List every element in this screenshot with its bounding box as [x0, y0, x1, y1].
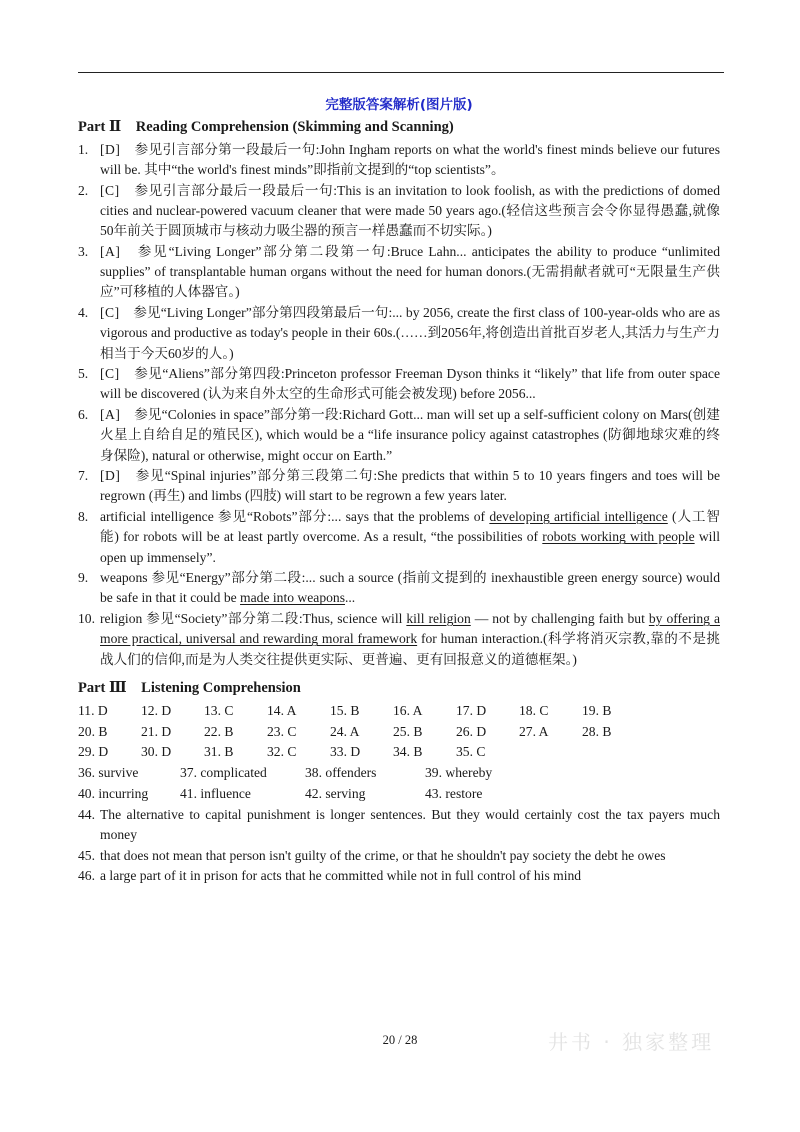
explanation-text: ... [345, 590, 356, 606]
explanation-text: 参见“Aliens”部分第四段:Princeton professor Freeman Dyson thinks it “likely” that life from outer space will be discovered (认为来自外太空的生命形式可能会被发现) before 2056... [100, 366, 720, 402]
underlined-phrase: robots working with people [542, 529, 695, 545]
listening-answer-grid [78, 701, 720, 763]
underlined-phrase: made into weapons [240, 590, 345, 606]
item-number: 10. [78, 611, 95, 627]
explanation-text: (人工智能) for robots will be at least partly overcome. As a result, “the possibilities of [100, 509, 720, 545]
reading-answer-item [78, 181, 720, 242]
answer-choice: [A] [100, 244, 121, 260]
dictation-sentence [78, 846, 720, 866]
listening-answer: 25. B [393, 723, 423, 739]
sentence-number: 46. [78, 867, 95, 883]
item-number: 1. [78, 142, 89, 157]
listening-answer: 26. D [456, 723, 487, 739]
sentence-text: a large part of it in prison for acts that he committed while not in full control of his mind [100, 867, 582, 883]
listening-answer: 35. C [456, 744, 486, 760]
reading-answer-item [78, 609, 720, 670]
watermark: 井书 · 独家整理 [548, 1030, 715, 1054]
explanation-text: 参见引言部分第一段最后一句:John Ingham reports on what the world's finest minds believe our futures will be. 其中“the world's finest minds”即指前文提到的“top scientists”。 [100, 142, 721, 178]
dictation-word: 37. complicated [180, 765, 267, 781]
reading-answer-item [78, 405, 720, 466]
explanation-text: for human interaction.(科学将消灭宗教,靠的不是挑战人们的信仰,而是为人类交往提供更实际、更普遍、更有回报意义的道德框架。) [100, 631, 720, 667]
underlined-phrase: kill religion [406, 611, 471, 627]
page-number: 20 / 28 [382, 1033, 418, 1047]
reading-answer-item [78, 568, 720, 608]
reading-answer-list [78, 140, 720, 670]
part2-title: Part Ⅱ Reading Comprehension (Skimming and Scanning) [78, 119, 454, 135]
explanation-text: 参见“Living Longer”部分第四段第最后一句:... by 2056, create the first class of 100-year-olds who are as vigorous and productive as today's people in their 60s.(……到2056年,将创造出首批百岁老人,其活力与生产力相当于今天60岁的人。) [100, 305, 721, 361]
reading-answer-item [78, 140, 720, 180]
compound-dictation-words [78, 763, 720, 805]
explanation-text: religion 参见“Society”部分第二段:Thus, science will [100, 611, 407, 627]
reading-answer-item [78, 507, 720, 568]
answer-choice: [D] [100, 468, 121, 484]
listening-answer: 18. C [519, 702, 549, 718]
listening-answer: 13. C [204, 702, 234, 718]
explanation-text: 参见“Living Longer”部分第二段第一句:Bruce Lahn... anticipates the ability to produce “unlimited supplies” of transplantable human organs without the need for human donors.(无需捐献者就可“无限量生产供应”可移植的人体器官。) [100, 244, 721, 300]
listening-answer: 14. A [267, 702, 297, 718]
underlined-phrase: developing artificial intelligence [489, 509, 668, 525]
listening-answer: 17. D [456, 702, 487, 718]
sentence-number: 44. [78, 806, 95, 822]
listening-answer: 27. A [519, 723, 549, 739]
sentence-text: that does not mean that person isn't guilty of the crime, or that he shouldn't pay society the debt he owes [100, 847, 666, 863]
listening-answer: 23. C [267, 723, 297, 739]
item-number: 2. [78, 182, 89, 198]
listening-answer: 11. D [78, 702, 108, 718]
dictation-word: 42. serving [305, 785, 366, 801]
listening-answer: 28. B [582, 723, 612, 739]
item-number: 5. [78, 366, 89, 382]
header-rule [78, 72, 724, 73]
listening-answer: 33. D [330, 744, 361, 760]
dictation-word: 39. whereby [425, 765, 493, 781]
listening-answer: 12. D [141, 702, 172, 718]
item-number: 3. [78, 244, 89, 260]
listening-answer: 24. A [330, 723, 360, 739]
explanation-text: 参见“Spinal injuries”部分第三段第二句:She predicts that within 5 to 10 years fingers and toes will be regrown (再生) and limbs (四肢) will start to be regrown a few years later. [100, 468, 721, 504]
compound-dictation-sentences [78, 805, 720, 887]
dictation-sentence [78, 805, 720, 846]
word-answer-row [78, 763, 720, 784]
answer-row [78, 701, 720, 722]
underlined-phrase: by offering a more practical, universal and rewarding moral framework [100, 611, 720, 647]
item-number: 6. [78, 407, 89, 423]
answer-choice: [C] [100, 366, 120, 382]
explanation-text: 参见引言部分最后一段最后一句:This is an invitation to look foolish, as with the predictions of domed cities and nuclear-powered vacuum cleaner that were made 50 years ago.(轻信这些预言会令你显得愚蠢,就像50年前关于圆顶城市与核动力吸尘器的预言一样愚蠢而不切实际。) [100, 182, 720, 239]
reading-answer-item [78, 242, 720, 303]
explanation-text: weapons 参见“Energy”部分第二段:... such a source (指前文提到的 inexhaustible green energy source) would be safe in that it could be [100, 570, 720, 606]
answer-choice: [C] [100, 305, 120, 321]
sentence-text: The alternative to capital punishment is longer sentences. But they would certainly cost the tax payers much money [100, 806, 720, 843]
reading-answer-item [78, 466, 720, 506]
listening-answer: 29. D [78, 744, 109, 760]
dictation-sentence [78, 866, 720, 886]
listening-answer: 30. D [141, 744, 172, 760]
document-page [78, 96, 720, 886]
listening-answer: 22. B [204, 723, 234, 739]
listening-answer: 31. B [204, 744, 234, 760]
listening-answer: 32. C [267, 744, 297, 760]
explanation-text: — not by challenging faith but [470, 611, 649, 627]
answer-row [78, 722, 720, 743]
answer-choice: [C] [100, 182, 120, 198]
word-answer-row [78, 784, 720, 805]
item-number: 4. [78, 305, 89, 321]
explanation-text: artificial intelligence 参见“Robots”部分:... says that the problems of [100, 509, 490, 525]
part3-title: Part Ⅲ Listening Comprehension [78, 679, 301, 696]
listening-answer: 15. B [330, 702, 360, 718]
dictation-word: 43. restore [425, 785, 483, 801]
dictation-word: 40. incurring [78, 785, 149, 801]
sentence-number: 45. [78, 847, 95, 863]
item-number: 8. [78, 509, 89, 525]
listening-answer: 21. D [141, 723, 172, 739]
answer-choice: [A] [100, 407, 121, 423]
answer-banner: 完整版答案解析(图片版) [325, 97, 473, 113]
answer-row [78, 742, 720, 763]
reading-answer-item [78, 364, 720, 404]
listening-answer: 34. B [393, 744, 423, 760]
reading-answer-item [78, 303, 720, 364]
listening-answer: 20. B [78, 723, 108, 739]
dictation-word: 41. influence [180, 785, 251, 801]
item-number: 9. [78, 570, 89, 586]
listening-answer: 16. A [393, 702, 423, 718]
listening-answer: 19. B [582, 702, 612, 718]
dictation-word: 38. offenders [305, 765, 377, 781]
dictation-word: 36. survive [78, 765, 139, 781]
item-number: 7. [78, 468, 89, 484]
explanation-text: 参见“Colonies in space”部分第一段:Richard Gott... man will set up a self-sufficient colony on Mars(创建火星上自给自足的殖民区), which would be a “life insurance policy against catastrophes (防御地球灾难的终身保险), natural or otherwise, might occur on Earth.” [100, 407, 720, 463]
explanation-text: will open up immensely”. [100, 529, 721, 565]
answer-choice: [D] [100, 142, 121, 157]
